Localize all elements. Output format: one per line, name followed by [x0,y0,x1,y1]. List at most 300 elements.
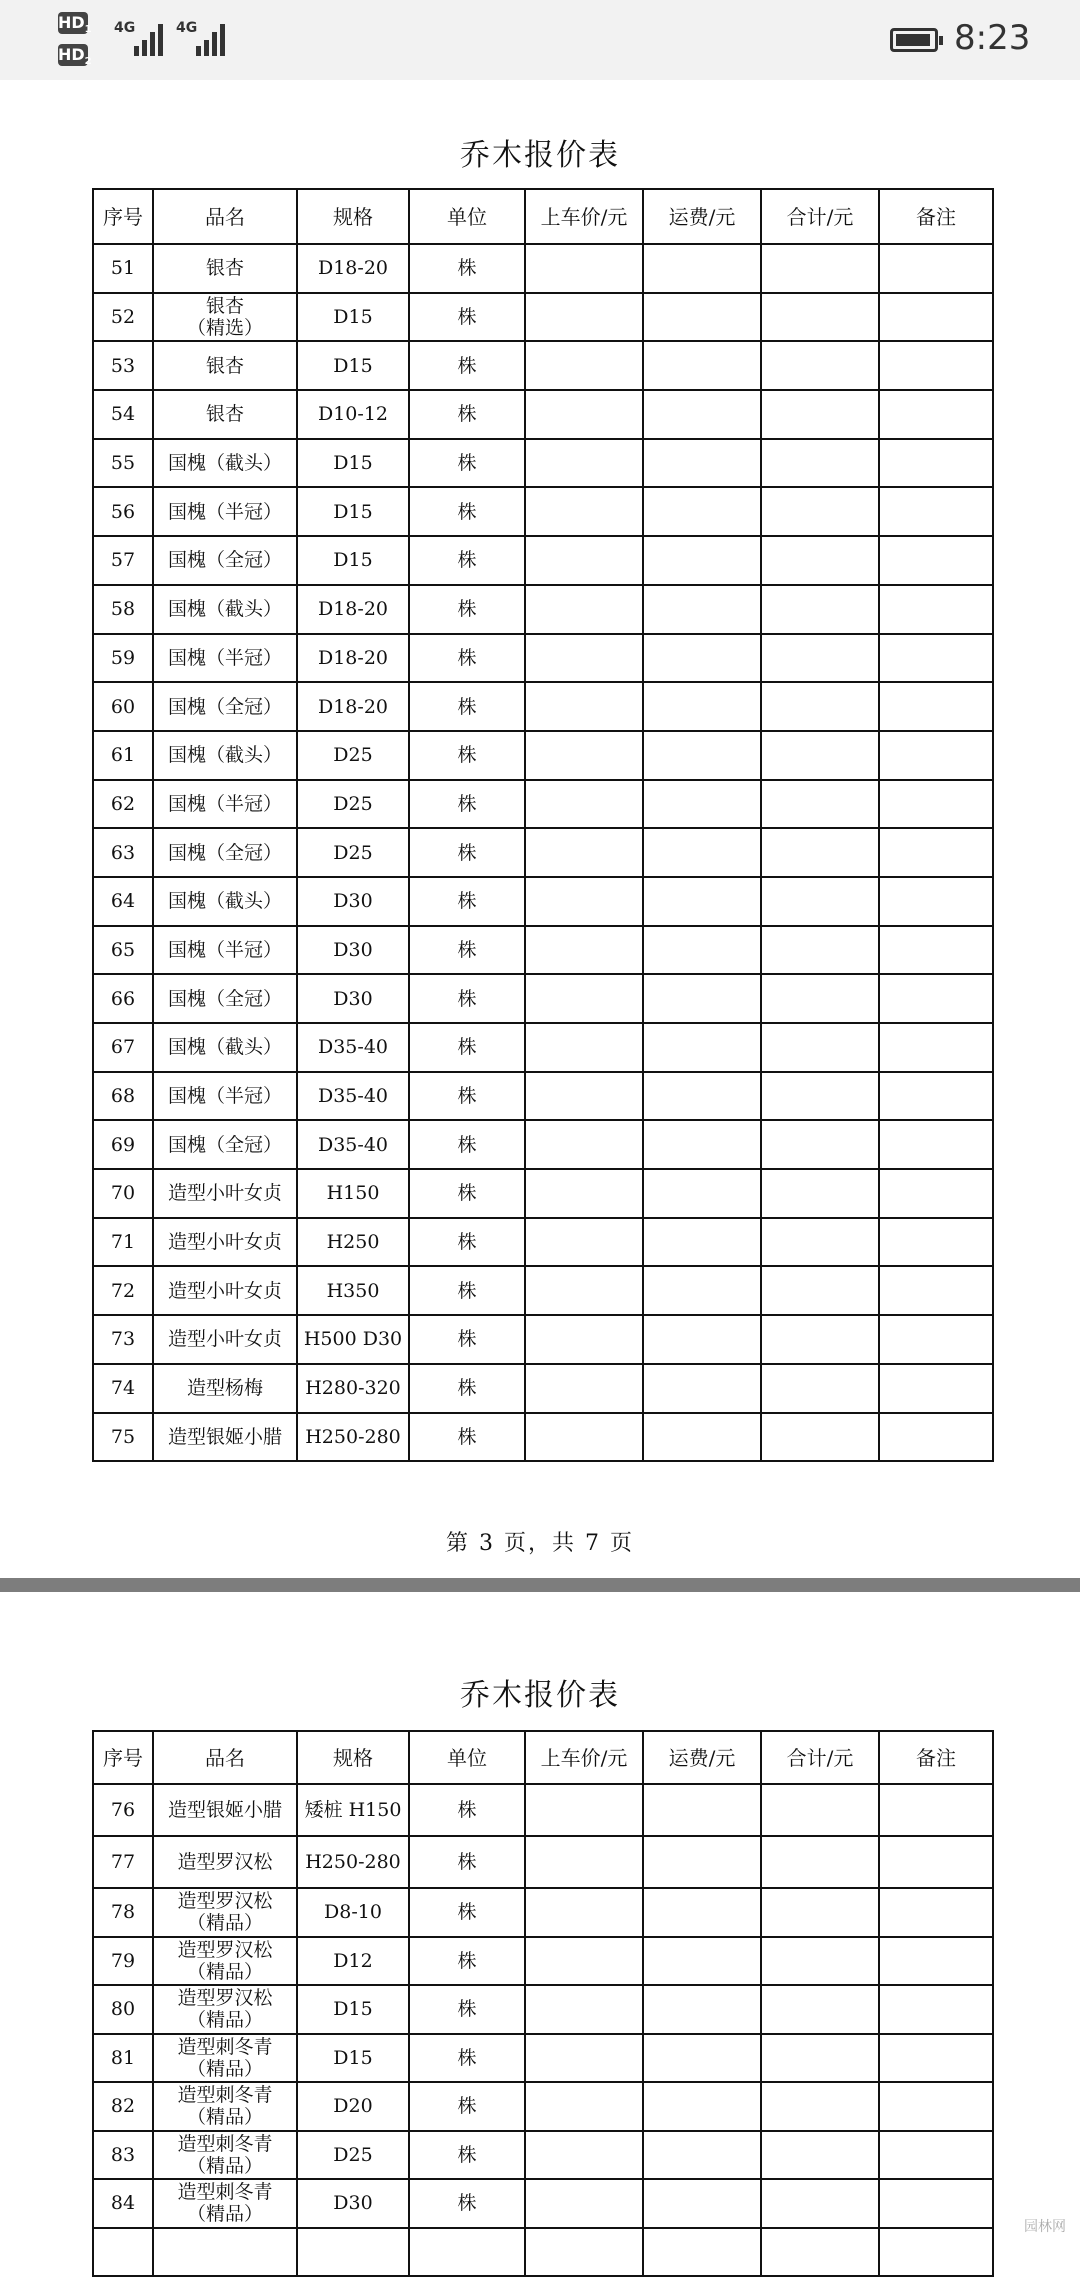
signal2-bars-icon [196,20,225,56]
unit-cell: 株 [409,1413,525,1462]
name-line: （精品） [186,1960,263,1983]
remark-cell [879,1169,993,1218]
no-cell: 63 [93,828,153,877]
price-cell [525,1836,643,1888]
name-line: 银杏 [205,295,244,318]
spec-cell: H250-280 [297,1836,409,1888]
spec-cell: 矮桩 H150 [297,1784,409,1836]
total-cell [761,244,879,293]
name-line: 国槐（半冠） [167,938,282,961]
unit-cell: 株 [409,682,525,731]
remark-cell [879,634,993,683]
total-cell [761,1784,879,1836]
header-spec: 规格 [297,1731,409,1784]
name-cell [153,2228,297,2277]
name-cell [153,536,297,585]
freight-cell [643,487,761,536]
freight-cell [643,634,761,683]
no-cell: 72 [93,1266,153,1315]
name-cell [153,926,297,975]
price-cell [525,682,643,731]
spec-cell: H500 D30 [297,1315,409,1364]
price-cell [525,536,643,585]
total-cell [761,1120,879,1169]
total-cell [761,1218,879,1267]
unit-cell: 株 [409,293,525,342]
table-row [93,487,993,536]
unit-cell: 株 [409,1784,525,1836]
total-cell [761,828,879,877]
name-line: 造型罗汉松 [177,1987,273,2010]
spec-cell: D30 [297,974,409,1023]
freight-cell [643,1784,761,1836]
freight-cell [643,439,761,488]
name-cell [153,341,297,390]
spec-cell: D35-40 [297,1120,409,1169]
header-total: 合计/元 [761,1731,879,1784]
table-row [93,2034,993,2083]
spec-cell: D12 [297,1937,409,1986]
total-cell [761,1266,879,1315]
no-cell: 75 [93,1413,153,1462]
freight-cell [643,585,761,634]
freight-cell [643,780,761,829]
page1-footer: 第 3 页，共 7 页 [446,1531,634,1556]
table-row [93,974,993,1023]
price-cell [525,926,643,975]
status-bar [0,0,1080,80]
price-cell [525,439,643,488]
no-cell: 79 [93,1937,153,1986]
no-cell [93,2228,153,2277]
unit-cell: 株 [409,1266,525,1315]
no-cell: 66 [93,974,153,1023]
total-cell [761,1985,879,2034]
no-cell: 67 [93,1023,153,1072]
name-line: 造型刺冬青 [177,2132,273,2155]
price-cell [525,2131,643,2180]
header-unit: 单位 [409,189,525,244]
remark-cell [879,828,993,877]
name-line: 造型罗汉松 [177,1851,273,1873]
name-line: 国槐（截头） [167,890,282,913]
remark-cell [879,2131,993,2180]
freight-cell [643,1218,761,1267]
no-cell: 76 [93,1784,153,1836]
freight-cell [643,2228,761,2277]
remark-cell [879,390,993,439]
name-cell [153,585,297,634]
unit-cell: 株 [409,341,525,390]
no-cell: 55 [93,439,153,488]
freight-cell [643,1315,761,1364]
unit-cell: 株 [409,731,525,780]
table-row [93,390,993,439]
spec-cell: D15 [297,439,409,488]
signal2-label: 4G [176,20,198,36]
freight-cell [643,390,761,439]
price-cell [525,2228,643,2277]
remark-cell [879,2082,993,2131]
table-row [93,2082,993,2131]
remark-cell [879,1023,993,1072]
total-cell [761,487,879,536]
total-cell [761,2228,879,2277]
no-cell: 74 [93,1364,153,1413]
table-row [93,1937,993,1986]
table-row [93,1836,993,1888]
unit-cell: 株 [409,1218,525,1267]
name-line: 国槐（截头） [167,1036,282,1059]
total-cell [761,536,879,585]
freight-cell [643,1266,761,1315]
unit-cell: 株 [409,2082,525,2131]
total-cell [761,731,879,780]
freight-cell [643,1023,761,1072]
remark-cell [879,1072,993,1121]
table-row [93,1985,993,2034]
price-cell [525,1169,643,1218]
name-line: 造型小叶女贞 [167,1279,282,1302]
watermark: 园林网 [1024,2219,1066,2235]
name-cell [153,2082,297,2131]
spec-cell: D25 [297,828,409,877]
name-cell [153,1784,297,1836]
name-cell [153,1985,297,2034]
total-cell [761,1072,879,1121]
table-row [93,1023,993,1072]
price-cell [525,877,643,926]
remark-cell [879,877,993,926]
unit-cell: 株 [409,1364,525,1413]
hd-sim1-icon: $HD_1$ [58,13,92,36]
spec-cell: D15 [297,2034,409,2083]
unit-cell: 株 [409,1120,525,1169]
unit-cell: 株 [409,1985,525,2034]
price-cell [525,731,643,780]
remark-cell [879,1784,993,1836]
battery-icon [890,28,938,52]
no-cell: 81 [93,2034,153,2083]
remark-cell [879,1888,993,1937]
no-cell: 54 [93,390,153,439]
table-header-row [93,1731,993,1784]
spec-cell: D25 [297,780,409,829]
table-row [93,1169,993,1218]
total-cell [761,634,879,683]
header-total: 合计/元 [761,189,879,244]
price-cell [525,487,643,536]
table-row [93,828,993,877]
page2-title: 乔木报价表 [460,1678,620,1713]
table-row [93,780,993,829]
price-cell [525,828,643,877]
remark-cell [879,2228,993,2277]
spec-cell: D8-10 [297,1888,409,1937]
freight-cell [643,1120,761,1169]
table-row [93,1218,993,1267]
header-freight: 运费/元 [643,1731,761,1784]
unit-cell: 株 [409,1169,525,1218]
total-cell [761,390,879,439]
freight-cell [643,682,761,731]
table-row [93,1266,993,1315]
name-line: （精品） [186,2106,263,2129]
table-row [93,1364,993,1413]
spec-cell: D18-20 [297,634,409,683]
no-cell: 82 [93,2082,153,2131]
price-cell [525,1937,643,1986]
freight-cell [643,2179,761,2228]
no-cell: 58 [93,585,153,634]
name-line: 国槐（截头） [167,744,282,767]
spec-cell: D20 [297,2082,409,2131]
no-cell: 84 [93,2179,153,2228]
total-cell [761,293,879,342]
price-cell [525,974,643,1023]
unit-cell: 株 [409,2131,525,2180]
no-cell: 78 [93,1888,153,1937]
price-cell [525,2179,643,2228]
unit-cell: 株 [409,634,525,683]
no-cell: 71 [93,1218,153,1267]
name-cell [153,1072,297,1121]
table-row [93,926,993,975]
total-cell [761,1413,879,1462]
name-cell [153,293,297,342]
price-cell [525,1413,643,1462]
header-remark: 备注 [879,189,993,244]
name-line: 造型小叶女贞 [167,1182,282,1205]
freight-cell [643,731,761,780]
spec-cell: D35-40 [297,1072,409,1121]
table-row [93,244,993,293]
spec-cell: D18-20 [297,244,409,293]
total-cell [761,1937,879,1986]
header-no: 序号 [93,189,153,244]
unit-cell: 株 [409,1072,525,1121]
unit-cell [409,2228,525,2277]
no-cell: 69 [93,1120,153,1169]
name-cell [153,634,297,683]
price-cell [525,1985,643,2034]
table-row [93,682,993,731]
remark-cell [879,926,993,975]
spec-cell: D30 [297,926,409,975]
spec-cell: D15 [297,487,409,536]
page1-title: 乔木报价表 [460,138,620,173]
spec-cell: D18-20 [297,585,409,634]
header-price: 上车价/元 [525,189,643,244]
freight-cell [643,877,761,926]
price-cell [525,634,643,683]
freight-cell [643,1169,761,1218]
total-cell [761,1836,879,1888]
remark-cell [879,2034,993,2083]
remark-cell [879,439,993,488]
name-line: 国槐（全冠） [167,987,282,1010]
no-cell: 68 [93,1072,153,1121]
name-line: 国槐（半冠） [167,792,282,815]
remark-cell [879,780,993,829]
remark-cell [879,293,993,342]
remark-cell [879,536,993,585]
name-line: 银杏 [205,403,244,426]
unit-cell: 株 [409,926,525,975]
spec-cell: D10-12 [297,390,409,439]
unit-cell: 株 [409,1836,525,1888]
unit-cell: 株 [409,1315,525,1364]
table-row [93,341,993,390]
signal1-bars-icon [134,20,163,56]
header-spec: 规格 [297,189,409,244]
remark-cell [879,341,993,390]
total-cell [761,780,879,829]
total-cell [761,1023,879,1072]
total-cell [761,974,879,1023]
no-cell: 52 [93,293,153,342]
name-cell [153,1266,297,1315]
remark-cell [879,487,993,536]
total-cell [761,2179,879,2228]
freight-cell [643,1072,761,1121]
name-line: （精品） [186,2154,263,2177]
name-line: （精品） [186,1912,263,1935]
name-line: 国槐（全冠） [167,695,282,718]
no-cell: 77 [93,1836,153,1888]
name-cell [153,487,297,536]
header-remark: 备注 [879,1731,993,1784]
freight-cell [643,1413,761,1462]
name-cell [153,731,297,780]
name-cell [153,439,297,488]
name-line: 造型刺冬青 [177,2035,273,2058]
table-row [93,439,993,488]
name-cell [153,244,297,293]
freight-cell [643,2131,761,2180]
freight-cell [643,341,761,390]
name-line: 银杏 [205,354,244,377]
name-cell [153,2131,297,2180]
total-cell [761,1364,879,1413]
price-cell [525,1218,643,1267]
no-cell: 53 [93,341,153,390]
remark-cell [879,1315,993,1364]
total-cell [761,2034,879,2083]
name-line: 国槐（全冠） [167,841,282,864]
header-freight: 运费/元 [643,189,761,244]
total-cell [761,1169,879,1218]
no-cell: 57 [93,536,153,585]
name-line: 造型小叶女贞 [167,1328,282,1351]
name-cell [153,1120,297,1169]
remark-cell [879,974,993,1023]
freight-cell [643,2034,761,2083]
spec-cell: H250-280 [297,1413,409,1462]
table-row [93,1888,993,1937]
name-cell [153,877,297,926]
freight-cell [643,2082,761,2131]
freight-cell [643,1888,761,1937]
signal1-label: 4G [114,20,136,36]
name-line: 银杏 [205,257,244,280]
freight-cell [643,1937,761,1986]
name-line: （精品） [186,2009,263,2032]
price-cell [525,780,643,829]
price-cell [525,1072,643,1121]
name-line: 国槐（半冠） [167,500,282,523]
remark-cell [879,731,993,780]
name-cell [153,1888,297,1937]
price-cell [525,585,643,634]
price-cell [525,1784,643,1836]
total-cell [761,2082,879,2131]
no-cell: 51 [93,244,153,293]
header-price: 上车价/元 [525,1731,643,1784]
remark-cell [879,1120,993,1169]
spec-cell: H350 [297,1266,409,1315]
spec-cell [297,2228,409,2277]
price-cell [525,1888,643,1937]
price-cell [525,244,643,293]
no-cell: 59 [93,634,153,683]
table-row [93,2131,993,2180]
table-row [93,1315,993,1364]
table-row [93,634,993,683]
name-line: （精选） [186,317,263,340]
unit-cell: 株 [409,828,525,877]
spec-cell: D15 [297,341,409,390]
remark-cell [879,1985,993,2034]
unit-cell: 株 [409,877,525,926]
no-cell: 60 [93,682,153,731]
no-cell: 64 [93,877,153,926]
spec-cell: D18-20 [297,682,409,731]
spec-cell: H250 [297,1218,409,1267]
name-line: 造型刺冬青 [177,2084,273,2107]
price-cell [525,1364,643,1413]
freight-cell [643,536,761,585]
name-line: 国槐（半冠） [167,1085,282,1108]
price-table-page2 [92,1730,994,2277]
unit-cell: 株 [409,1023,525,1072]
no-cell: 65 [93,926,153,975]
name-cell [153,1169,297,1218]
unit-cell: 株 [409,439,525,488]
freight-cell [643,1364,761,1413]
unit-cell: 株 [409,244,525,293]
header-no: 序号 [93,1731,153,1784]
name-line: （精品） [186,2057,263,2080]
no-cell: 80 [93,1985,153,2034]
name-line: 造型银姬小腊 [167,1799,282,1821]
unit-cell: 株 [409,2034,525,2083]
freight-cell [643,1836,761,1888]
page-divider [0,1578,1080,1592]
spec-cell: D25 [297,731,409,780]
remark-cell [879,682,993,731]
no-cell: 56 [93,487,153,536]
spec-cell: D15 [297,536,409,585]
name-line: （精品） [186,2203,263,2226]
total-cell [761,926,879,975]
hd-sim2-icon: $HD_2$ [58,45,92,68]
name-cell [153,1218,297,1267]
no-cell: 61 [93,731,153,780]
name-cell [153,780,297,829]
unit-cell: 株 [409,585,525,634]
remark-cell [879,1836,993,1888]
